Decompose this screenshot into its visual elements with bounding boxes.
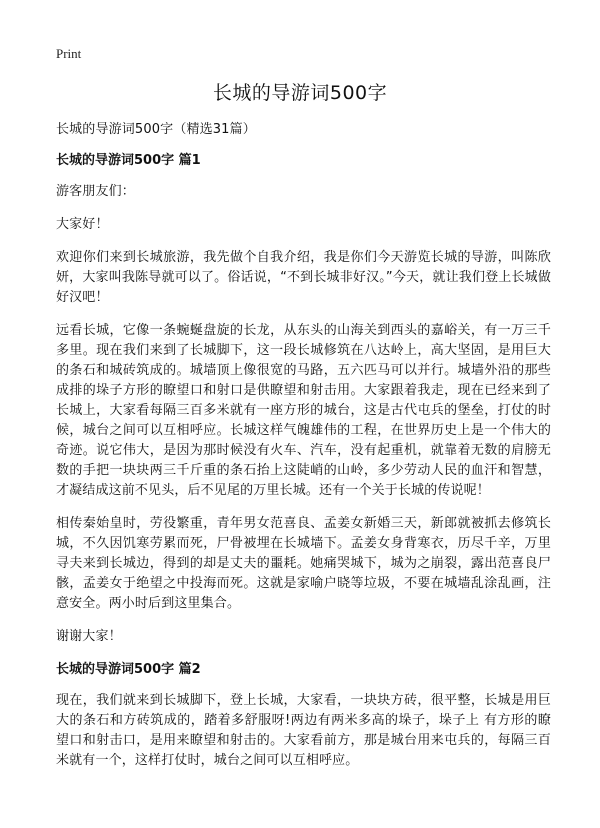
section-heading-2: 长城的导游词500字 篇2 xyxy=(56,662,201,677)
paragraph: 现在，我们就来到长城脚下，登上长城，大家看，一块块方砖，很平整，长城是用巨大的条石和方砖筑成的，踏着多舒服呀!两边有两米多高的垛子，垛子上 有方形的瞭望口和射击口，是用来瞭望和射击的。大家看前方，那是城台用来屯兵的，每隔三百米就有一个，这样打仗时，城台之间可以互相呼应。 xyxy=(56,693,551,768)
print-link[interactable]: Print xyxy=(56,46,82,61)
article-body xyxy=(56,120,551,784)
paragraph: 远看长城，它像一条蜿蜒盘旋的长龙，从东头的山海关到西头的嘉峪关，有一万三千多里。现在我们来到了长城脚下，这一段长城修筑在八达岭上，高大坚固，是用巨大的条石和城砖筑成的。城墙顶上像很宽的马路，五六匹马可以并行。城墙外沿的那些成排的垛子方形的瞭望口和射口是供瞭望和射击用。大家跟着我走，现在已经来到了长城上，大家看每隔三百多米就有一座方形的城台，这是古代屯兵的堡垒，打仗的时候，城台之间可以互相呼应。长城这样气魄雄伟的工程，在世界历史上是一个伟大的奇迹。说它伟大，是因为那时候没有火车、汽车，没有起重机，就靠着无数的肩膀无数的手把一块块两三千斤重的条石抬上这陡峭的山岭，多少劳动人民的血汗和智慧，才凝结成这前不见头，后不见尾的万里长城。还有一个关于长城的传说呢！ xyxy=(56,323,551,498)
paragraph: 大家好！ xyxy=(56,217,109,232)
paragraph: 游客朋友们： xyxy=(56,184,135,199)
paragraph: 欢迎你们来到长城旅游，我先做个自我介绍，我是你们今天游览长城的导游，叫陈欣妍，大家叫我陈导就可以了。俗话说，“不到长城非好汉。”今天，就让我们登上长城做好汉吧！ xyxy=(56,250,551,305)
page-title: 长城的导游词500字 xyxy=(212,82,388,104)
article-subtitle: 长城的导游词500字（精选31篇） xyxy=(56,122,256,137)
section-heading-1: 长城的导游词500字 篇1 xyxy=(56,153,201,168)
paragraph: 谢谢大家！ xyxy=(56,629,122,644)
paragraph: 相传秦始皇时，劳役繁重，青年男女范喜良、孟姜女新婚三天，新郎就被抓去修筑长城，不久因饥寒劳累而死，尸骨被埋在长城墙下。孟姜女身背寒衣，历尽千辛，万里寻夫来到长城边，得到的却是丈夫的噩耗。她痛哭城下，城为之崩裂，露出范喜良尸骸，孟姜女于绝望之中投海而死。这就是家喻户晓等垃圾，不要在城墙乱涂乱画，注意安全。两小时后到这里集合。 xyxy=(56,516,551,611)
